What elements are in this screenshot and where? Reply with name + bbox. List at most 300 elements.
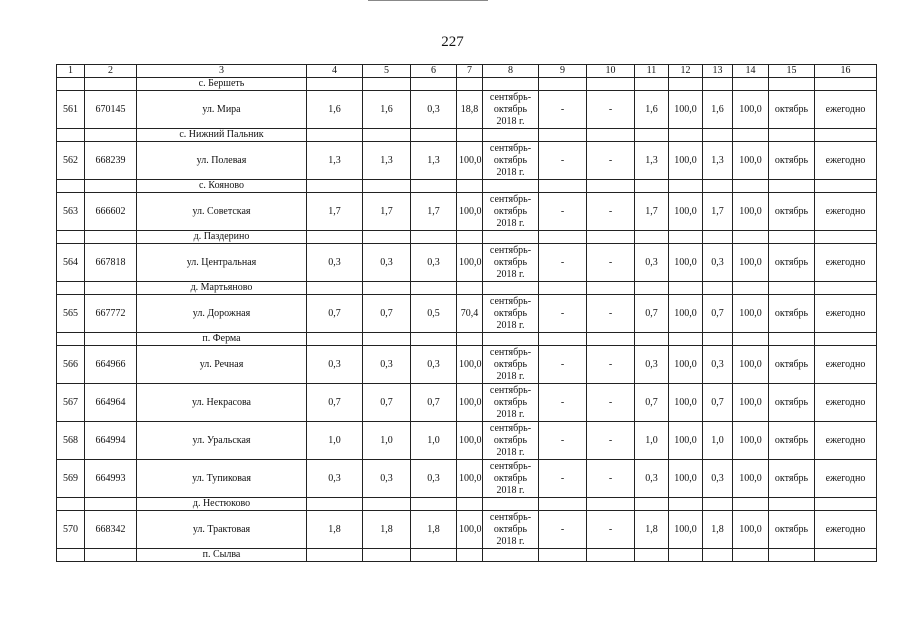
- cell-col-14: 100,0: [733, 384, 769, 422]
- empty-cell: [483, 549, 539, 562]
- cell-col-15: октябрь: [769, 460, 815, 498]
- cell-col-3: ул. Полевая: [137, 142, 307, 180]
- cell-col-4: 1,7: [307, 193, 363, 231]
- period-line: 2018 г.: [496, 446, 525, 458]
- cell-col-1: 561: [57, 91, 85, 129]
- cell-col-13: 1,3: [703, 142, 733, 180]
- empty-cell: [483, 180, 539, 193]
- cell-col-14: 100,0: [733, 460, 769, 498]
- empty-cell: [457, 333, 483, 346]
- cell-col-5: 0,3: [363, 244, 411, 282]
- cell-col-7: 100,0: [457, 460, 483, 498]
- period-cell: [483, 244, 539, 282]
- period-cell: [483, 384, 539, 422]
- cell-col-11: 1,0: [635, 422, 669, 460]
- cell-col-13: 0,7: [703, 384, 733, 422]
- empty-cell: [457, 282, 483, 295]
- cell-col-6: 0,3: [411, 346, 457, 384]
- cell-col-2: 664994: [85, 422, 137, 460]
- cell-col-13: 0,3: [703, 244, 733, 282]
- empty-cell: [85, 498, 137, 511]
- period-line: 2018 г.: [496, 370, 525, 382]
- empty-cell: [635, 333, 669, 346]
- table-row: [57, 384, 877, 422]
- cell-col-10: -: [587, 142, 635, 180]
- period-line: сентябрь-: [489, 422, 532, 434]
- cell-col-11: 1,7: [635, 193, 669, 231]
- empty-cell: [703, 549, 733, 562]
- empty-cell: [483, 282, 539, 295]
- empty-cell: [587, 129, 635, 142]
- table-row: [57, 460, 877, 498]
- empty-cell: [703, 231, 733, 244]
- empty-cell: [669, 129, 703, 142]
- cell-col-6: 0,7: [411, 384, 457, 422]
- cell-col-7: 100,0: [457, 511, 483, 549]
- empty-cell: [703, 180, 733, 193]
- period-cell: [483, 346, 539, 384]
- empty-cell: [539, 333, 587, 346]
- empty-cell: [307, 333, 363, 346]
- column-header: 1: [57, 65, 85, 78]
- empty-cell: [703, 333, 733, 346]
- locality-row: [57, 282, 877, 295]
- cell-col-11: 0,3: [635, 460, 669, 498]
- column-header: 5: [363, 65, 411, 78]
- cell-col-14: 100,0: [733, 244, 769, 282]
- cell-col-13: 1,8: [703, 511, 733, 549]
- empty-cell: [733, 231, 769, 244]
- empty-cell: [483, 333, 539, 346]
- empty-cell: [635, 129, 669, 142]
- cell-col-4: 1,6: [307, 91, 363, 129]
- empty-cell: [411, 549, 457, 562]
- cell-col-6: 1,0: [411, 422, 457, 460]
- column-header: 11: [635, 65, 669, 78]
- locality-name: д. Паздерино: [137, 231, 307, 244]
- empty-cell: [703, 282, 733, 295]
- cell-col-11: 0,3: [635, 346, 669, 384]
- period-line: 2018 г.: [496, 319, 525, 331]
- locality-name: с. Кояново: [137, 180, 307, 193]
- cell-col-5: 1,8: [363, 511, 411, 549]
- empty-cell: [539, 282, 587, 295]
- period-line: октябрь: [493, 434, 528, 446]
- cell-col-4: 1,0: [307, 422, 363, 460]
- empty-cell: [815, 282, 877, 295]
- cell-col-9: -: [539, 460, 587, 498]
- cell-col-5: 0,7: [363, 295, 411, 333]
- cell-col-1: 565: [57, 295, 85, 333]
- table-row: [57, 295, 877, 333]
- empty-cell: [483, 498, 539, 511]
- cell-col-1: 566: [57, 346, 85, 384]
- empty-cell: [539, 498, 587, 511]
- empty-cell: [815, 333, 877, 346]
- column-header: 13: [703, 65, 733, 78]
- cell-col-12: 100,0: [669, 193, 703, 231]
- cell-col-15: октябрь: [769, 422, 815, 460]
- cell-col-11: 1,8: [635, 511, 669, 549]
- cell-col-16: ежегодно: [815, 244, 877, 282]
- empty-cell: [635, 549, 669, 562]
- empty-cell: [363, 333, 411, 346]
- empty-cell: [669, 549, 703, 562]
- cell-col-12: 100,0: [669, 422, 703, 460]
- cell-col-1: 570: [57, 511, 85, 549]
- cell-col-3: ул. Речная: [137, 346, 307, 384]
- cell-col-13: 0,7: [703, 295, 733, 333]
- cell-col-9: -: [539, 193, 587, 231]
- empty-cell: [85, 129, 137, 142]
- cell-col-9: -: [539, 422, 587, 460]
- cell-col-15: октябрь: [769, 511, 815, 549]
- cell-col-6: 1,8: [411, 511, 457, 549]
- cell-col-7: 18,8: [457, 91, 483, 129]
- empty-cell: [307, 180, 363, 193]
- cell-col-4: 0,7: [307, 295, 363, 333]
- empty-cell: [457, 78, 483, 91]
- empty-cell: [815, 180, 877, 193]
- empty-cell: [703, 498, 733, 511]
- cell-col-14: 100,0: [733, 91, 769, 129]
- cell-col-7: 100,0: [457, 193, 483, 231]
- cell-col-6: 1,3: [411, 142, 457, 180]
- empty-cell: [307, 78, 363, 91]
- locality-name: п. Ферма: [137, 333, 307, 346]
- period-cell: [483, 460, 539, 498]
- empty-cell: [85, 180, 137, 193]
- empty-cell: [307, 231, 363, 244]
- empty-cell: [483, 129, 539, 142]
- cell-col-11: 1,6: [635, 91, 669, 129]
- empty-cell: [769, 180, 815, 193]
- empty-cell: [307, 129, 363, 142]
- empty-cell: [539, 180, 587, 193]
- cell-col-14: 100,0: [733, 295, 769, 333]
- cell-col-12: 100,0: [669, 346, 703, 384]
- empty-cell: [587, 498, 635, 511]
- empty-cell: [85, 282, 137, 295]
- empty-cell: [769, 78, 815, 91]
- cell-col-3: ул. Мира: [137, 91, 307, 129]
- empty-cell: [815, 78, 877, 91]
- period-line: октябрь: [493, 472, 528, 484]
- cell-col-1: 568: [57, 422, 85, 460]
- cell-col-1: 564: [57, 244, 85, 282]
- empty-cell: [703, 78, 733, 91]
- cell-col-1: 567: [57, 384, 85, 422]
- period-line: октябрь: [493, 205, 528, 217]
- cell-col-3: ул. Центральная: [137, 244, 307, 282]
- period-line: октябрь: [493, 154, 528, 166]
- empty-cell: [57, 231, 85, 244]
- cell-col-16: ежегодно: [815, 295, 877, 333]
- empty-cell: [457, 231, 483, 244]
- empty-cell: [483, 78, 539, 91]
- empty-cell: [769, 498, 815, 511]
- cell-col-5: 1,7: [363, 193, 411, 231]
- empty-cell: [815, 498, 877, 511]
- column-header: 4: [307, 65, 363, 78]
- empty-cell: [733, 549, 769, 562]
- cell-col-15: октябрь: [769, 91, 815, 129]
- column-header: 3: [137, 65, 307, 78]
- empty-cell: [815, 231, 877, 244]
- period-cell: [483, 511, 539, 549]
- cell-col-16: ежегодно: [815, 384, 877, 422]
- empty-cell: [539, 129, 587, 142]
- cell-col-7: 100,0: [457, 244, 483, 282]
- period-line: октябрь: [493, 256, 528, 268]
- period-line: сентябрь-: [489, 295, 532, 307]
- empty-cell: [363, 498, 411, 511]
- period-line: 2018 г.: [496, 217, 525, 229]
- empty-cell: [363, 180, 411, 193]
- cell-col-4: 1,8: [307, 511, 363, 549]
- empty-cell: [669, 231, 703, 244]
- table-row: [57, 91, 877, 129]
- cell-col-7: 70,4: [457, 295, 483, 333]
- empty-cell: [635, 231, 669, 244]
- empty-cell: [457, 129, 483, 142]
- empty-cell: [307, 549, 363, 562]
- cell-col-2: 667772: [85, 295, 137, 333]
- cell-col-4: 0,7: [307, 384, 363, 422]
- empty-cell: [411, 180, 457, 193]
- empty-cell: [363, 282, 411, 295]
- period-line: октябрь: [493, 523, 528, 535]
- period-cell: [483, 295, 539, 333]
- empty-cell: [457, 180, 483, 193]
- period-line: 2018 г.: [496, 166, 525, 178]
- cell-col-16: ежегодно: [815, 193, 877, 231]
- empty-cell: [769, 282, 815, 295]
- cell-col-2: 668342: [85, 511, 137, 549]
- cell-col-11: 1,3: [635, 142, 669, 180]
- cell-col-11: 0,7: [635, 295, 669, 333]
- empty-cell: [57, 498, 85, 511]
- empty-cell: [733, 333, 769, 346]
- table-row: [57, 193, 877, 231]
- cell-col-12: 100,0: [669, 460, 703, 498]
- cell-col-7: 100,0: [457, 422, 483, 460]
- empty-cell: [769, 129, 815, 142]
- cell-col-12: 100,0: [669, 244, 703, 282]
- period-cell: [483, 142, 539, 180]
- period-line: сентябрь-: [489, 244, 532, 256]
- locality-row: [57, 129, 877, 142]
- cell-col-10: -: [587, 91, 635, 129]
- locality-name: д. Мартьяново: [137, 282, 307, 295]
- cell-col-13: 1,6: [703, 91, 733, 129]
- empty-cell: [411, 231, 457, 244]
- cell-col-4: 1,3: [307, 142, 363, 180]
- cell-col-10: -: [587, 422, 635, 460]
- empty-cell: [587, 282, 635, 295]
- empty-cell: [363, 129, 411, 142]
- empty-cell: [635, 282, 669, 295]
- cell-col-7: 100,0: [457, 142, 483, 180]
- column-header: 12: [669, 65, 703, 78]
- cell-col-6: 1,7: [411, 193, 457, 231]
- cell-col-16: ежегодно: [815, 511, 877, 549]
- cell-col-14: 100,0: [733, 346, 769, 384]
- empty-cell: [363, 78, 411, 91]
- empty-cell: [733, 129, 769, 142]
- cell-col-9: -: [539, 384, 587, 422]
- period-line: сентябрь-: [489, 193, 532, 205]
- column-header: 7: [457, 65, 483, 78]
- cell-col-14: 100,0: [733, 193, 769, 231]
- cell-col-10: -: [587, 511, 635, 549]
- cell-col-5: 0,7: [363, 384, 411, 422]
- cell-col-2: 664966: [85, 346, 137, 384]
- empty-cell: [587, 333, 635, 346]
- period-cell: [483, 422, 539, 460]
- period-line: 2018 г.: [496, 484, 525, 496]
- empty-cell: [669, 498, 703, 511]
- cell-col-2: 664964: [85, 384, 137, 422]
- cell-col-14: 100,0: [733, 422, 769, 460]
- column-header: 15: [769, 65, 815, 78]
- cell-col-1: 569: [57, 460, 85, 498]
- empty-cell: [587, 78, 635, 91]
- cell-col-3: ул. Тупиковая: [137, 460, 307, 498]
- empty-cell: [483, 231, 539, 244]
- table-row: [57, 244, 877, 282]
- empty-cell: [669, 78, 703, 91]
- empty-cell: [733, 282, 769, 295]
- column-header: 9: [539, 65, 587, 78]
- empty-cell: [57, 129, 85, 142]
- empty-cell: [733, 78, 769, 91]
- empty-cell: [769, 231, 815, 244]
- cell-col-16: ежегодно: [815, 91, 877, 129]
- table-row: [57, 511, 877, 549]
- locality-row: [57, 78, 877, 91]
- empty-cell: [57, 180, 85, 193]
- cell-col-12: 100,0: [669, 91, 703, 129]
- cell-col-5: 1,0: [363, 422, 411, 460]
- empty-cell: [411, 333, 457, 346]
- cell-col-9: -: [539, 346, 587, 384]
- empty-cell: [57, 333, 85, 346]
- cell-col-10: -: [587, 244, 635, 282]
- column-header: 8: [483, 65, 539, 78]
- column-header: 16: [815, 65, 877, 78]
- empty-cell: [57, 78, 85, 91]
- cell-col-4: 0,3: [307, 244, 363, 282]
- page-number: 227: [441, 34, 464, 50]
- period-cell: [483, 91, 539, 129]
- empty-cell: [815, 549, 877, 562]
- cell-col-13: 1,7: [703, 193, 733, 231]
- empty-cell: [457, 549, 483, 562]
- locality-row: [57, 333, 877, 346]
- cell-col-4: 0,3: [307, 346, 363, 384]
- period-line: октябрь: [493, 358, 528, 370]
- empty-cell: [669, 333, 703, 346]
- period-cell: [483, 193, 539, 231]
- column-header: 2: [85, 65, 137, 78]
- empty-cell: [635, 180, 669, 193]
- locality-name: п. Сылва: [137, 549, 307, 562]
- period-line: октябрь: [493, 103, 528, 115]
- period-line: октябрь: [493, 396, 528, 408]
- period-line: октябрь: [493, 307, 528, 319]
- cell-col-5: 0,3: [363, 346, 411, 384]
- column-header: 14: [733, 65, 769, 78]
- cell-col-3: ул. Советская: [137, 193, 307, 231]
- table-row: [57, 142, 877, 180]
- empty-cell: [769, 549, 815, 562]
- empty-cell: [363, 549, 411, 562]
- locality-row: [57, 549, 877, 562]
- cell-col-1: 562: [57, 142, 85, 180]
- empty-cell: [457, 498, 483, 511]
- empty-cell: [411, 498, 457, 511]
- cell-col-9: -: [539, 511, 587, 549]
- empty-cell: [85, 333, 137, 346]
- header-row: [57, 65, 877, 78]
- cell-col-3: ул. Некрасова: [137, 384, 307, 422]
- cell-col-14: 100,0: [733, 511, 769, 549]
- period-line: сентябрь-: [489, 511, 532, 523]
- period-line: сентябрь-: [489, 142, 532, 154]
- cell-col-6: 0,3: [411, 460, 457, 498]
- table-row: [57, 346, 877, 384]
- cell-col-16: ежегодно: [815, 346, 877, 384]
- cell-col-9: -: [539, 91, 587, 129]
- cell-col-6: 0,3: [411, 91, 457, 129]
- cell-col-10: -: [587, 295, 635, 333]
- empty-cell: [57, 549, 85, 562]
- cell-col-4: 0,3: [307, 460, 363, 498]
- empty-cell: [635, 78, 669, 91]
- locality-row: [57, 180, 877, 193]
- empty-cell: [411, 78, 457, 91]
- cell-col-15: октябрь: [769, 244, 815, 282]
- cell-col-16: ежегодно: [815, 422, 877, 460]
- cell-col-12: 100,0: [669, 384, 703, 422]
- locality-name: д. Нестюково: [137, 498, 307, 511]
- empty-cell: [815, 129, 877, 142]
- empty-cell: [635, 498, 669, 511]
- period-line: сентябрь-: [489, 384, 532, 396]
- empty-cell: [539, 231, 587, 244]
- cell-col-10: -: [587, 346, 635, 384]
- cell-col-15: октябрь: [769, 142, 815, 180]
- cell-col-1: 563: [57, 193, 85, 231]
- empty-cell: [57, 282, 85, 295]
- cell-col-13: 0,3: [703, 346, 733, 384]
- empty-cell: [733, 180, 769, 193]
- cell-col-12: 100,0: [669, 142, 703, 180]
- empty-cell: [587, 231, 635, 244]
- empty-cell: [363, 231, 411, 244]
- cell-col-13: 0,3: [703, 460, 733, 498]
- cell-col-16: ежегодно: [815, 460, 877, 498]
- period-line: 2018 г.: [496, 408, 525, 420]
- cell-col-3: ул. Дорожная: [137, 295, 307, 333]
- cell-col-6: 0,5: [411, 295, 457, 333]
- column-header: 10: [587, 65, 635, 78]
- cell-col-15: октябрь: [769, 193, 815, 231]
- empty-cell: [539, 78, 587, 91]
- cell-col-10: -: [587, 193, 635, 231]
- empty-cell: [307, 498, 363, 511]
